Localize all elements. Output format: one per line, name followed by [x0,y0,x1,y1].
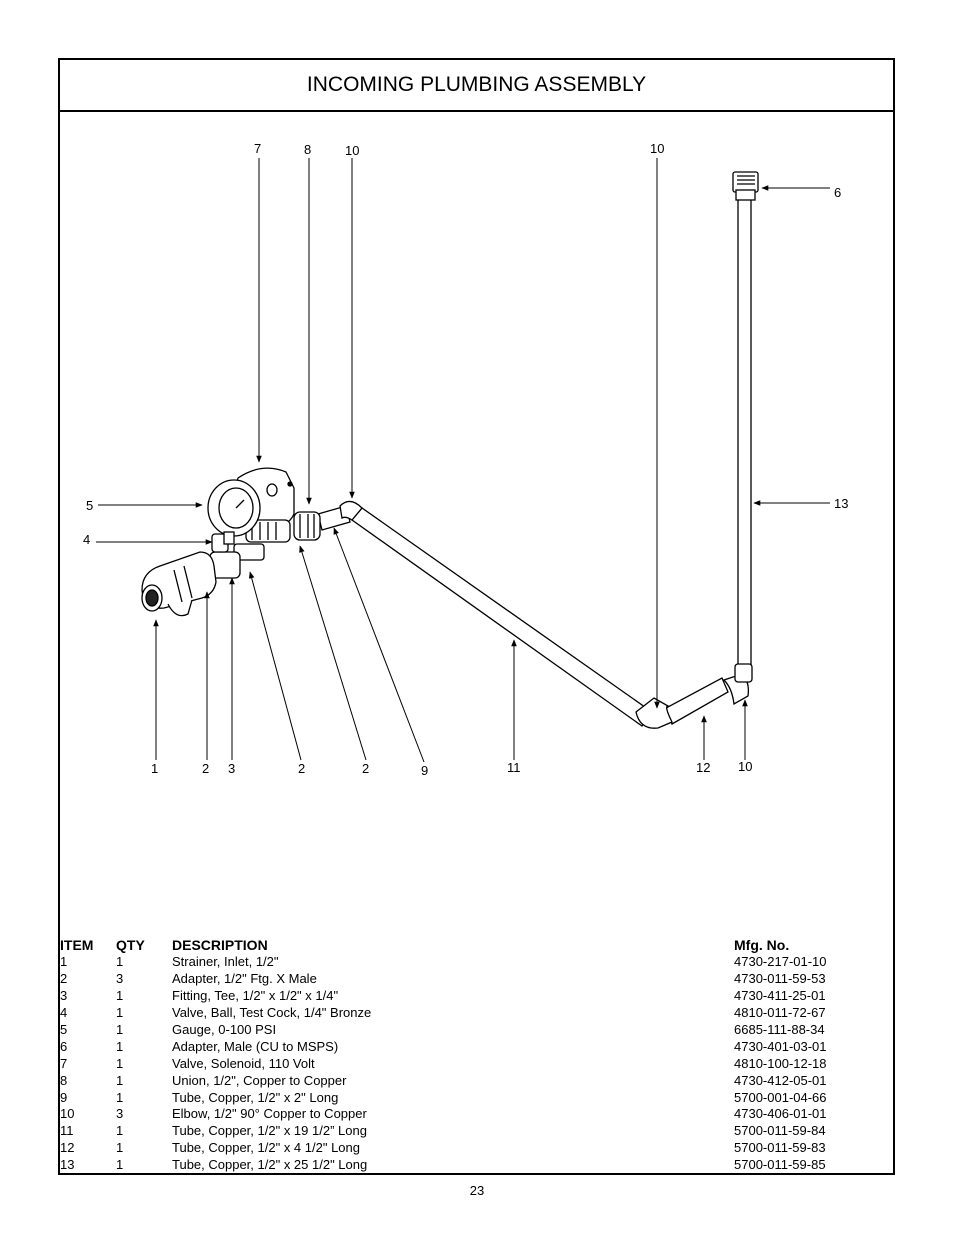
callout-label: 1 [151,761,159,776]
cell-mfg: 4730-217-01-10 [734,954,827,970]
cell-qty: 1 [116,1072,124,1088]
table-row [60,1157,890,1174]
adapter-6-neck [736,190,755,200]
leader-2-mid [250,572,301,760]
table-row [60,988,890,1005]
table-row [60,1038,890,1055]
callout-label: 2 [202,761,210,776]
table-row [60,1106,890,1123]
callout-label: 13 [834,496,849,511]
cell-description: Adapter, 1/2" Ftg. X Male [172,971,317,987]
elbow-lower [636,698,672,728]
cell-description: Valve, Ball, Test Cock, 1/4" Bronze [172,1005,372,1021]
cell-item: 7 [60,1055,68,1071]
cell-qty: 1 [116,1055,124,1071]
cell-description: Valve, Solenoid, 110 Volt [172,1055,315,1071]
cell-item: 4 [60,1005,68,1021]
callout-label: 3 [228,761,236,776]
cell-description: Adapter, Male (CU to MSPS) [172,1038,339,1054]
cell-qty: 1 [116,1157,124,1173]
table-row [60,1089,890,1106]
cell-mfg: 4730-406-01-01 [734,1106,827,1122]
callout-label: 10 [738,759,753,774]
cell-mfg: 5700-001-04-66 [734,1089,827,1105]
cell-mfg: 4810-100-12-18 [734,1055,827,1071]
cell-qty: 1 [116,1005,124,1021]
callout-label: 10 [650,141,665,156]
cell-mfg: 4810-011-72-67 [734,1005,826,1021]
piping [318,172,758,728]
cell-description: Gauge, 0-100 PSI [172,1022,277,1037]
cell-description: Tube, Copper, 1/2" x 2" Long [172,1089,339,1105]
table-row [60,971,890,988]
cell-item: 10 [60,1106,75,1122]
table-row [60,1055,890,1072]
cell-mfg: 5700-011-59-83 [734,1140,826,1156]
page-number: 23 [469,1183,485,1198]
table-row [60,1140,890,1157]
callout-label: 10 [345,143,360,158]
cell-item: 9 [60,1089,68,1105]
header-item: ITEM [60,937,94,953]
cell-item: 13 [60,1157,75,1173]
callout-label: 2 [362,761,370,776]
cell-item: 3 [60,988,68,1004]
callout-label: 6 [834,185,842,200]
cell-description: Tube, Copper, 1/2" x 4 1/2" Long [172,1140,360,1156]
callout-label: 9 [421,763,429,778]
cell-qty: 3 [116,971,124,987]
callout-label: 12 [696,760,711,775]
cell-mfg: 5700-011-59-84 [734,1123,826,1139]
cell-mfg: 5700-011-59-85 [734,1157,826,1173]
cell-item: 6 [60,1038,68,1054]
leader-9 [334,528,424,762]
cell-item: 11 [60,1123,74,1139]
cell-qty: 3 [116,1106,124,1122]
leader-lines [96,158,830,762]
callout-label: 11 [507,760,521,775]
cell-mfg: 6685-111-88-34 [734,1022,825,1037]
cell-qty: 1 [116,954,124,970]
cell-description: Strainer, Inlet, 1/2" [172,954,279,970]
cell-item: 5 [60,1022,68,1037]
cell-mfg: 4730-411-25-01 [734,988,826,1004]
callout-label: 4 [83,532,91,547]
adapter-6-nut [733,172,758,192]
table-row [60,1123,890,1140]
cell-mfg: 4730-011-59-53 [734,971,826,987]
table-row [60,1005,890,1022]
cell-description: Tube, Copper, 1/2" x 19 1/2” Long [172,1123,367,1139]
header-description: DESCRIPTION [172,937,268,953]
cell-qty: 1 [116,1123,124,1139]
tube-13 [738,196,751,666]
cell-item: 8 [60,1072,68,1088]
table-row [60,1022,890,1039]
table-row [60,1072,890,1089]
cell-qty: 1 [116,1038,124,1054]
cell-description: Fitting, Tee, 1/2" x 1/2" x 1/4" [172,988,339,1004]
callout-label: 8 [304,142,312,157]
page-title: INCOMING PLUMBING ASSEMBLY [306,73,647,96]
cell-description: Elbow, 1/2" 90° Copper to Copper [172,1106,367,1122]
leader-2-right [300,546,366,760]
cell-description: Union, 1/2", Copper to Copper [172,1072,347,1088]
cell-item: 2 [60,971,68,987]
header-mfg: Mfg. No. [734,937,790,953]
header-qty: QTY [116,937,145,953]
table-row [60,954,890,971]
tube-11 [352,508,652,726]
cell-qty: 1 [116,988,124,1004]
cell-qty: 1 [116,1140,124,1156]
callout-label: 7 [254,141,262,156]
elbow-top-vertical [735,664,752,682]
tube-12 [666,678,728,724]
cell-item: 1 [60,954,68,970]
parts-table-header [60,936,890,954]
cell-item: 12 [60,1140,75,1156]
cell-qty: 1 [116,1089,124,1105]
callout-label: 5 [86,498,94,513]
cell-description: Tube, Copper, 1/2" x 25 1/2" Long [172,1157,368,1173]
parts-table [60,936,890,1174]
union-8 [294,512,320,540]
callout-label: 2 [298,761,306,776]
cell-mfg: 4730-401-03-01 [734,1038,827,1054]
cell-mfg: 4730-412-05-01 [734,1072,827,1088]
cell-qty: 1 [116,1022,124,1037]
